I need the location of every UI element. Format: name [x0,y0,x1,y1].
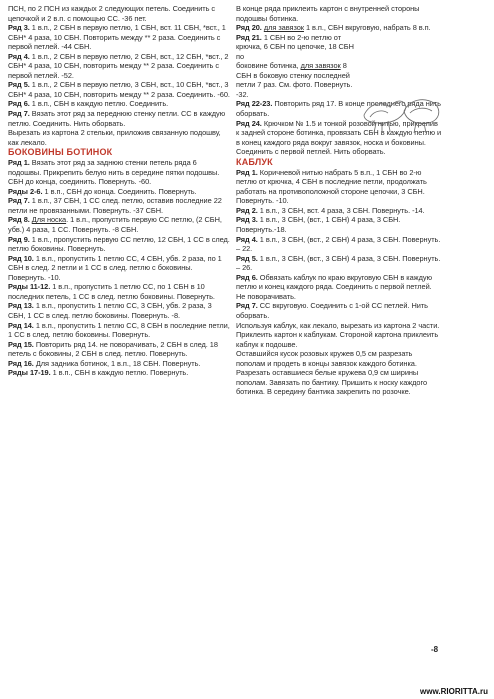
instruction-text: 1 в.п., 3 СБН, вст. 4 раза, 3 СБН. Повернуть. -14. [257,205,425,215]
page-number: -8 [431,645,439,654]
instruction-paragraph [8,187,230,197]
instruction-text: Крючком № 1.5 и тонкой розовой нитью, прикрепив к задней стороне ботинка, провязать СБН в каждую петлю и в конец каждого ряда вокруг завязок, носка и боковины. Соединить с первой петлей. Нить оборвать. [236,118,442,157]
instruction-paragraph [236,4,442,23]
instruction-paragraph [8,158,230,187]
row-label: Ряды 2-6. [8,186,43,196]
instruction-text: Используя каблук, как лекало, вырезать из картона 2 части. Приклеить картон к каблукам. Стороной картона приклеить каблук к подошве. [236,320,440,349]
instruction-paragraph [236,321,442,350]
instruction-text: 1 в.п., 2 СБН в первую петлю, 1 СБН, вст. 11 СБН, *вст., 1 СБН* 4 раза, 10 СБН. Повторить между ** 2 раза. Соединить с первой петлей. -44 СБН. [8,23,226,52]
row-label: Ряды 17-19. [8,368,51,378]
row-label: Ряд 24. [236,118,262,128]
row-label: Ряд 4. [236,234,258,244]
instruction-text: 1 в.п., пропустить первую СС петлю, 12 СБН, 1 СС в след. петлю боковины. Повернуть. [8,234,230,254]
instruction-paragraph [236,61,356,99]
right-column [236,4,442,397]
instruction-text: Вырезать из картона 2 стельки, приложив связанную подошву, как лекало. [8,128,221,147]
instruction-paragraph [8,109,230,128]
instruction-paragraph [236,254,442,273]
instruction-paragraph [8,80,230,99]
row-label: Ряды 11-12. [8,282,51,292]
row-label: Ряд 10. [8,253,34,263]
instruction-paragraph [8,359,230,369]
instruction-paragraph [8,340,230,359]
instruction-text: 1 в.п., пропустить 1 петлю СС, 4 СБН, убв. 2 раза, по 1 СБН в след. 2 петли и 1 СС в след. петлю с боковины. Повернуть. -10. [8,253,222,282]
instruction-paragraph [8,128,230,147]
row-label: Ряд 15. [8,339,34,349]
underlined-term: для завязок [263,23,304,33]
instruction-paragraph [236,206,442,216]
instruction-text: Оставшийся кусок розовых кружев 0,5 см разрезать пополам и продеть в концы завязок каждого ботинка. Разрезать оставшиеся белые кружева 0,9 см ширины пополам. Завязать по бантику. Пришить к носку каждого ботинка. В середину бантика закрепить по розочке. [236,349,428,397]
row-label: Ряд 5. [8,80,30,90]
row-label: Ряд 7. [236,301,258,311]
instruction-text: 1 в.п., пропустить 1 петлю СС, 8 СБН в последние петли, 1 СС в след. петлю боковины. Повернуть. [8,320,230,340]
left-column [8,4,230,378]
instruction-text: боковине ботинка, [236,61,301,71]
row-label: Ряд 14. [8,320,34,330]
row-label: Ряд 1. [236,167,258,177]
row-label: Ряд 13. [8,301,34,311]
instruction-text: . 1 в.п., пропустить первую СС петлю, (2 СБН, убв.) 4 раза, 1 СС. Повернуть. -8 СБН. [8,215,222,235]
section-heading: КАБЛУК [236,156,273,167]
instruction-text: Обвязать каблук по краю вкруговую СБН в каждую петлю и конец каждого ряда. Соединить с первой петлей. Не поворачивать. [236,272,432,301]
instruction-text: 1 в.п., пропустить 1 петлю СС, по 1 СБН в 10 последних петель, 1 СС в след. петлю боковины. Повернуть. [8,282,215,301]
instruction-text: СС вкруговую. Соединить с 1-ой СС петлей. Нить оборвать. [236,301,428,320]
instruction-text: Повторить ряд 17. В конце последнего ряда нить оборвать. [236,99,441,119]
instruction-text: 1 в.п., 3 СБН, (вст., 1 СБН) 4 раза, 3 СБН. Повернуть.-18. [236,215,401,235]
row-label: Ряд 1. [8,158,30,168]
instruction-text: ПСН, по 2 ПСН из каждых 2 следующих петель. Соединить с цепочкой и 2 в.п. с помощью СС. -36 пет. [8,4,216,23]
instruction-text: Коричневой нитью набрать 5 в.п., 1 СБН во 2-ю петлю от крючка, 4 СБН в последние петли, продолжать работать на противоположной стороне цепочки, 3 СБН. Повернуть. -10. [236,167,427,206]
instruction-paragraph [8,99,230,109]
instruction-text: 1 в.п., СБН до конца. Соединить. Повернуть. [42,186,197,196]
row-label: Ряд 16. [8,358,34,368]
instruction-paragraph [8,215,230,234]
underlined-term: для завязок [300,61,341,71]
instruction-text: 1 в.п., 3 СБН, (вст., 3 СБН) 4 раза, 3 СБН. Повернуть. – 26. [236,253,441,273]
instruction-paragraph [8,368,230,378]
instruction-text: 1 в.п., 2 СБН в первую петлю, 3 СБН, вст., 10 СБН, *вст., 3 СБН* 4 раза, 10 СБН, повторить между ** 2 раза. Соединить. -60. [8,80,230,99]
instruction-text: 1 в.п., СБН в каждую петлю. Соединить. [29,99,169,109]
underlined-term: Для носка [31,215,67,225]
row-label: Ряд 6. [236,272,258,282]
bootie-sketch-illustration [360,87,444,137]
instruction-paragraph [236,235,442,254]
row-label: Ряд 4. [8,51,30,61]
instruction-paragraph [8,4,230,23]
instruction-text: 8 СБН в боковую стенку последней петли 7 раз. См. фото. Повернуть. -32. [236,61,353,99]
row-label: Ряд 7. [8,109,30,119]
row-label: Ряд 22-23. [236,99,273,109]
instruction-text: Вязать этот ряд за переднюю стенку петли. СС в каждую петлю. Соединить. Нить оборвать. [8,109,226,128]
instruction-text: 1 в.п., 2 СБН в первую петлю, 2 СБН, вст., 12 СБН, *вст., 2 СБН* 4 раза, 10 СБН, повторить между ** 2 раза. Соединить с первой петлей. -52. [8,51,229,80]
row-label: Ряд 21. [236,32,262,42]
instruction-text: 1 в.п., СБН в каждую петлю. Повернуть. [50,368,189,378]
row-label: Ряд 5. [236,253,258,263]
instruction-paragraph [236,301,442,320]
instruction-paragraph [8,235,230,254]
row-label: Ряд 3. [8,23,30,33]
row-label: Ряд 6. [8,99,30,109]
instruction-paragraph [8,196,230,215]
instruction-text: Вязать этот ряд за заднюю стенки петель ряда 6 подошвы. Прикрепить белую нить в середине пятки подошвы. СБН до конца, соединить. Повернуть. -60. [8,158,220,187]
row-label: Ряд 20. [236,23,262,33]
row-label: Ряд 8. [8,215,30,225]
instruction-text: 1 в.п., 3 СБН, (вст., 2 СБН) 4 раза, 3 СБН. Повернуть. – 22. [236,234,441,254]
row-label: Ряд 7. [8,196,30,206]
instruction-paragraph [236,23,442,33]
instruction-paragraph [8,52,230,81]
instruction-text: 1 в.п., пропустить 1 петлю СС, 3 СБН, убв. 2 раза, 3 СБН, 1 СС в след. петлю боковины. Повернуть. -8. [8,301,212,320]
instruction-paragraph [236,215,442,234]
section-heading: БОКОВИНЫ БОТИНОК [8,147,113,158]
instruction-paragraph [236,273,442,302]
instruction-text: Для задника ботинок, 1 в.п., 18 СБН. Повернуть. [33,358,201,368]
instruction-text: 1 СБН во 2-ю петлю от крючка, 6 СБН по цепочке, 18 СБН по [236,32,354,61]
instruction-text: 1 в.п., 37 СБН, 1 СС след. петлю, оставив последние 22 петли не провязанными. Повернуть. -37 СБН. [8,196,222,215]
instruction-paragraph [8,23,230,52]
instruction-paragraph [236,168,442,206]
instruction-text: Повторить ряд 14. не поворачивать, 2 СБН в след. 18 петель с боковины, 2 СБН в след. петлю. Повернуть. [8,339,218,359]
instruction-paragraph [236,33,356,62]
row-label: Ряд 2. [236,205,258,215]
instruction-text: В конце ряда приклеить картон с внутренней стороны подошвы ботинка. [236,4,420,23]
instruction-paragraph [8,254,230,283]
instruction-paragraph [8,301,230,320]
row-label: Ряд 9. [8,234,30,244]
site-watermark-url: www.RIORITTA.ru [420,687,488,696]
instruction-paragraph [8,321,230,340]
instruction-paragraph [236,349,442,397]
row-label: Ряд 3. [236,215,258,225]
instruction-text: 1 в.п., СБН вкруговую, набрать 8 в.п. [303,23,431,33]
instruction-paragraph [8,282,230,301]
